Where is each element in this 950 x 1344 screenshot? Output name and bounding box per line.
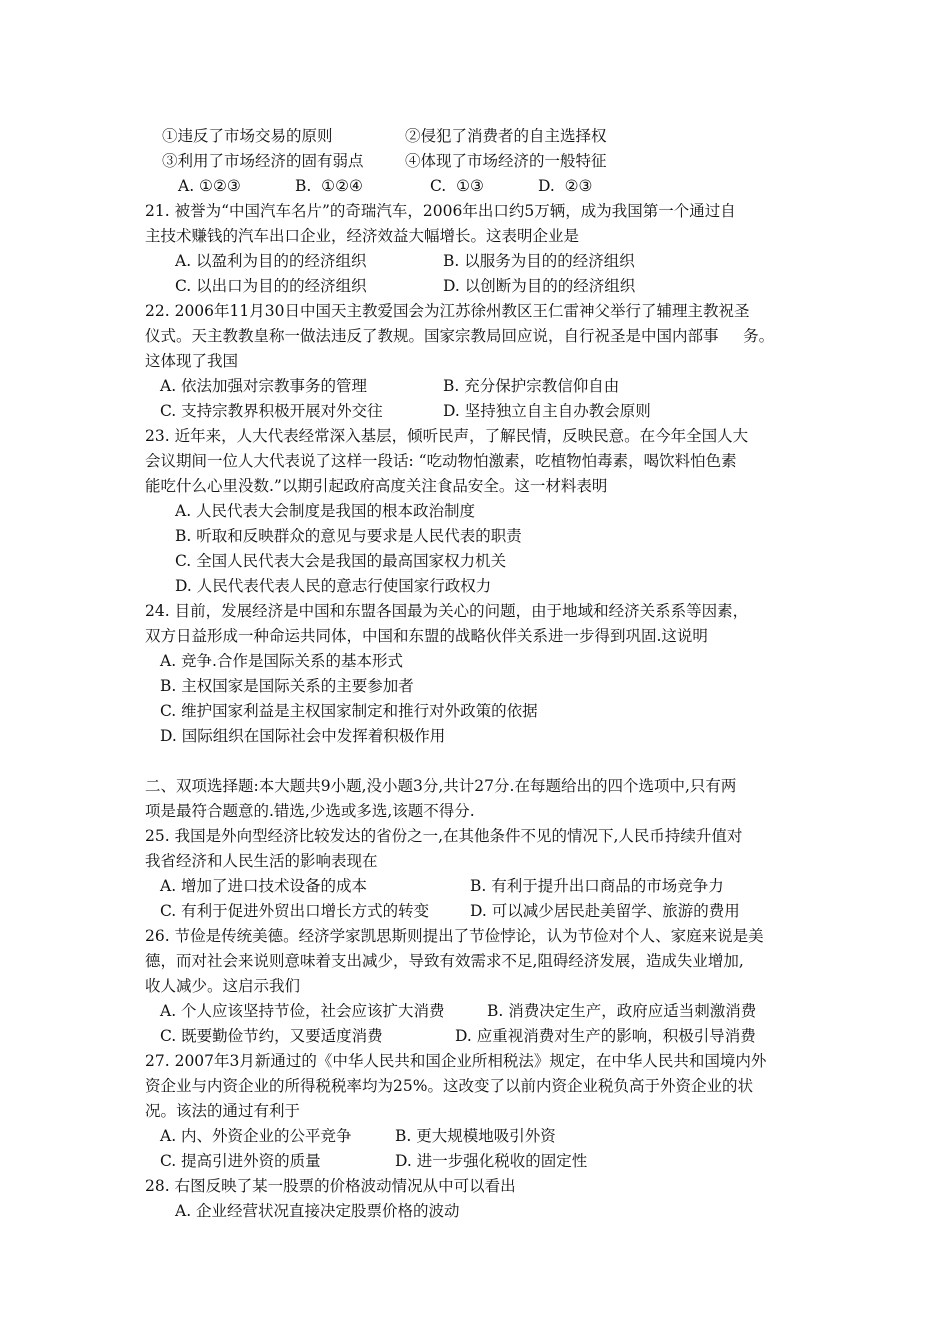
q25-option-b: B. 有利于提升出口商品的市场竞争力 <box>470 877 724 895</box>
q27-stem-line-3: 况。该法的通过有利于 <box>145 1102 301 1120</box>
q26-stem-line-1: 26. 节俭是传统美德。经济学家凯思斯则提出了节俭悖论，认为节俭对个人、家庭来说是美 <box>145 927 764 945</box>
q20-option-b: B. ①②④ <box>295 177 363 195</box>
q23-option-a: A. 人民代表大会制度是我国的根本政治制度 <box>175 502 476 520</box>
q20-statement-4: ④体现了市场经济的一般特征 <box>405 152 607 170</box>
q27-option-b: B. 更大规模地吸引外资 <box>395 1127 556 1145</box>
q24-option-d: D. 国际组织在国际社会中发挥着积极作用 <box>160 727 446 745</box>
q27-option-c: C. 提高引进外资的质量 <box>160 1152 321 1170</box>
q24-option-b: B. 主权国家是国际关系的主要参加者 <box>160 677 414 695</box>
q26-option-a: A. 个人应该坚持节俭，社会应该扩大消费 <box>160 1002 445 1020</box>
q20-statement-1: ①违反了市场交易的原则 <box>162 127 333 145</box>
q22-option-d: D. 坚持独立自主自办教会原则 <box>443 402 651 420</box>
q28-option-a: A. 企业经营状况直接决定股票价格的波动 <box>175 1202 460 1220</box>
q27-option-d: D. 进一步强化税收的固定性 <box>395 1152 588 1170</box>
q22-stem-line-1: 22. 2006年11月30日中国天主教爱国会为江苏徐州教区王仁雷神父举行了辅理主教祝圣 <box>145 302 750 320</box>
q23-option-c: C. 全国人民代表大会是我国的最高国家权力机关 <box>175 552 507 570</box>
q21-option-a: A. 以盈利为目的的经济组织 <box>175 252 367 270</box>
q23-stem-line-3: 能吃什么心里没数.”以期引起政府高度关注食品安全。这一材料表明 <box>145 477 608 495</box>
q22-option-c: C. 支持宗教界积极开展对外交往 <box>160 402 383 420</box>
q26-option-b: B. 消费决定生产，政府应适当刺激消费 <box>487 1002 757 1020</box>
q26-stem-line-2: 德，而对社会来说则意味着支出减少，导致有效需求不足,阻碍经济发展，造成失业增加, <box>145 952 744 970</box>
q20-option-d: D. ②③ <box>538 177 593 195</box>
q25-option-c: C. 有利于促进外贸出口增长方式的转变 <box>160 902 430 920</box>
q26-option-c: C. 既要勤俭节约，又要适度消费 <box>160 1027 383 1045</box>
q25-stem-line-2: 我省经济和人民生活的影响表现在 <box>145 852 378 870</box>
q21-option-d: D. 以创断为目的的经济组织 <box>443 277 636 295</box>
q25-option-d: D. 可以减少居民赴美留学、旅游的费用 <box>470 902 740 920</box>
q26-stem-line-3: 收人减少。这启示我们 <box>145 977 301 995</box>
q26-option-d: D. 应重视消费对生产的影响，积极引导消费 <box>455 1027 756 1045</box>
q23-option-d: D. 人民代表代表人民的意志行使国家行政权力 <box>175 577 492 595</box>
q23-stem-line-2: 会议期间一位人大代表说了这样一段话: “吃动物怕激素，吃植物怕毒素，喝饮料怕色素 <box>145 452 737 470</box>
q27-option-a: A. 内、外资企业的公平竞争 <box>160 1127 352 1145</box>
q25-stem-line-1: 25. 我国是外向型经济比较发达的省份之一,在其他条件不见的情况下,人民币持续升值对 <box>145 827 743 845</box>
q23-option-b: B. 听取和反映群众的意见与要求是人民代表的职责 <box>175 527 522 545</box>
q20-statement-2: ②侵犯了消费者的自主选择权 <box>405 127 607 145</box>
q24-option-c: C. 维护国家利益是主权国家制定和推行对外政策的依据 <box>160 702 538 720</box>
q21-stem-line-1: 21. 被誉为“中国汽车名片”的奇瑞汽车，2006年出口约5万辆，成为我国第一个通过自 <box>145 202 736 220</box>
q22-stem-line-2: 仪式。天主教教皇称一做法违反了教规。国家宗教局回应说，自行祝圣是中国内部事 务。 <box>145 327 775 345</box>
q22-option-a: A. 依法加强对宗教事务的管理 <box>160 377 368 395</box>
q24-stem-line-1: 24. 目前，发展经济是中国和东盟各国最为关心的问题，由于地域和经济关系系等因素， <box>145 602 749 620</box>
section2-instructions-line-2: 项是最符合题意的.错选,少选或多选,该题不得分. <box>145 802 475 820</box>
q25-option-a: A. 增加了进口技术设备的成本 <box>160 877 368 895</box>
q27-stem-line-1: 27. 2007年3月新通过的《中华人民共和国企业所相税法》规定，在中华人民共和国境内外 <box>145 1052 767 1070</box>
q21-option-b: B. 以服务为目的的经济组织 <box>443 252 635 270</box>
q24-option-a: A. 竞争.合作是国际关系的基本形式 <box>160 652 403 670</box>
q20-option-c: C. ①③ <box>430 177 484 195</box>
q28-stem-line-1: 28. 右图反映了某一股票的价格波动情况从中可以看出 <box>145 1177 516 1195</box>
q22-option-b: B. 充分保护宗教信仰自由 <box>443 377 620 395</box>
section2-instructions-line-1: 二、双项选择题:本大题共9小题,没小题3分,共计27分.在每题给出的四个选项中,只有两 <box>145 777 737 795</box>
q23-stem-line-1: 23. 近年来，人大代表经常深入基层，倾听民声，了解民情，反映民意。在今年全国人大 <box>145 427 749 445</box>
q21-option-c: C. 以出口为目的的经济组织 <box>175 277 367 295</box>
q27-stem-line-2: 资企业与内资企业的所得税税率均为25%。这改变了以前内资企业税负高于外资企业的状 <box>145 1077 753 1095</box>
q22-stem-line-3: 这体现了我国 <box>145 352 239 370</box>
q20-statement-3: ③利用了市场经济的固有弱点 <box>162 152 364 170</box>
q20-option-a: A. ①②③ <box>178 177 241 195</box>
q24-stem-line-2: 双方日益形成一种命运共同体，中国和东盟的战略伙伴关系进一步得到巩固.这说明 <box>145 627 708 645</box>
q21-stem-line-2: 主技术赚钱的汽车出口企业，经济效益大幅增长。这表明企业是 <box>145 227 580 245</box>
